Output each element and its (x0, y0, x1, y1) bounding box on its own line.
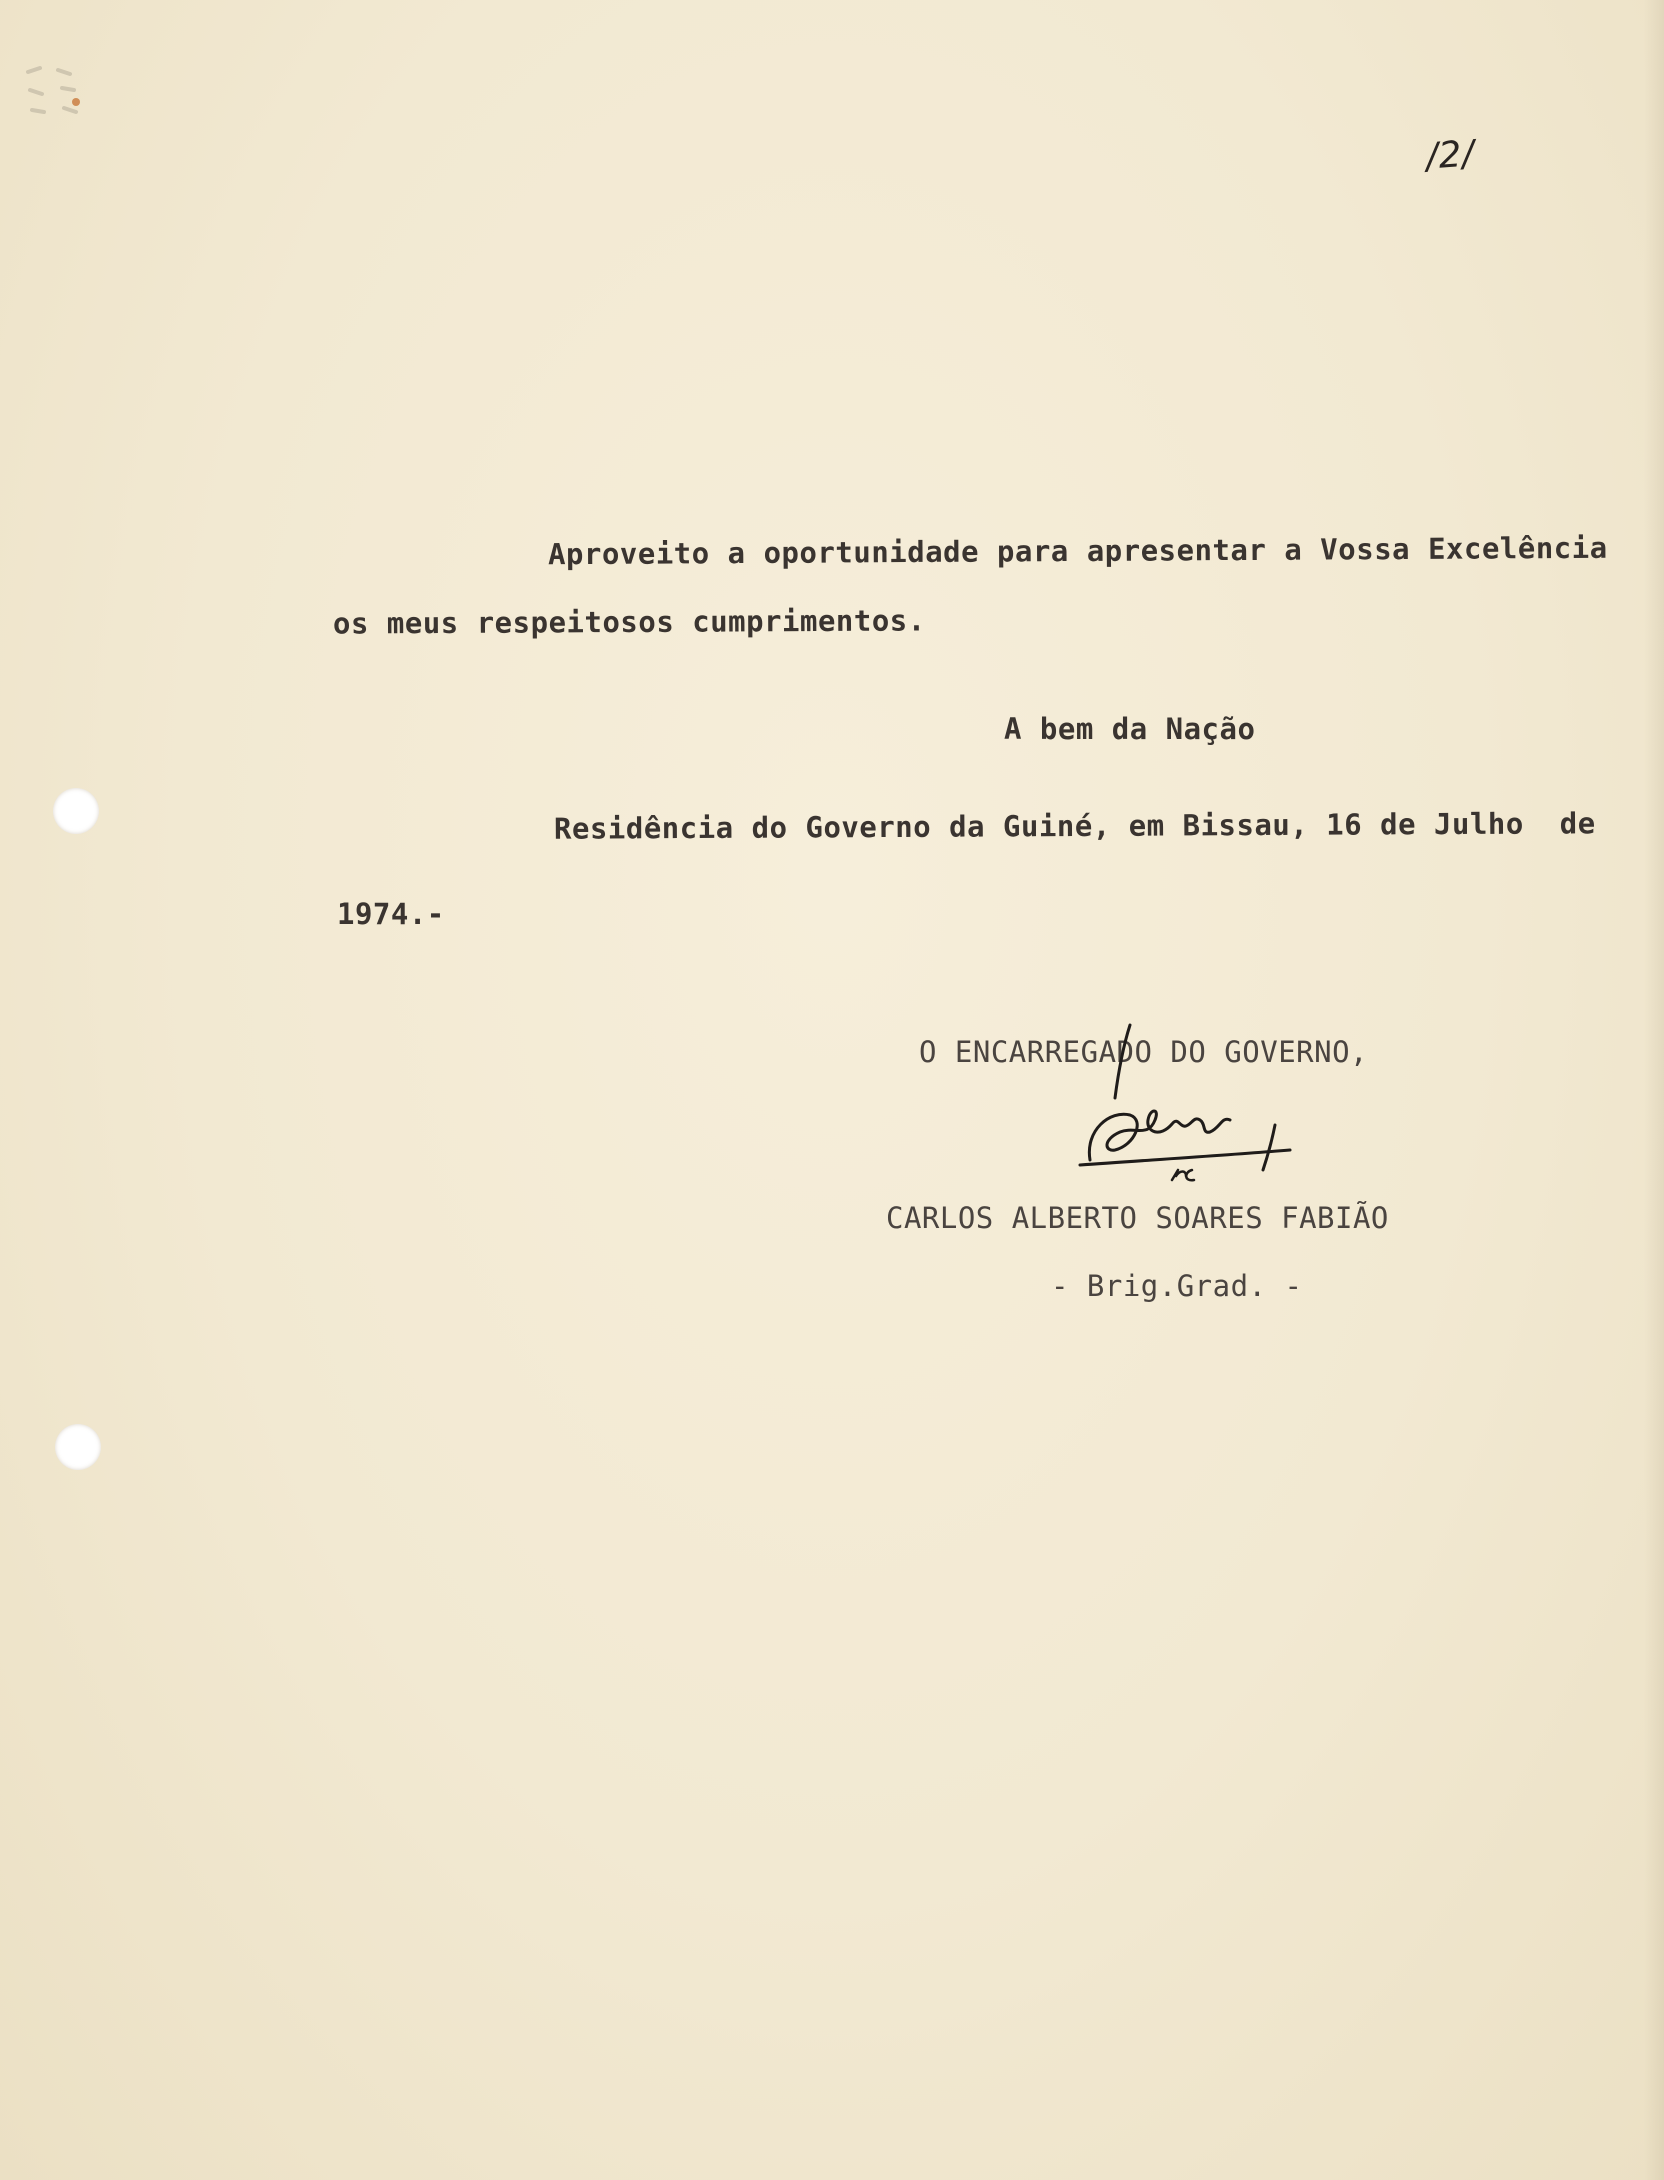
signatory-title: O ENCARREGADO DO GOVERNO, (919, 1035, 1368, 1069)
signatory-rank: - Brig.Grad. - (1051, 1269, 1303, 1303)
handwritten-signature (1060, 1020, 1320, 1200)
staple-mark-icon (18, 60, 88, 160)
salutation: A bem da Nação (1004, 712, 1256, 746)
punch-hole-bottom (55, 1424, 101, 1470)
signatory-name: CARLOS ALBERTO SOARES FABIÃO (886, 1201, 1389, 1235)
place-date-line-1: Residência do Governo da Guiné, em Bissau, 16 de Julho de (553, 806, 1596, 846)
place-date-line-2: 1974.- (337, 897, 445, 931)
page-edge-shadow (1644, 0, 1664, 2180)
page-number: /2/ (1424, 133, 1477, 178)
body-paragraph-line-2: os meus respeitosos cumprimentos. (332, 603, 926, 641)
body-paragraph-line-1: Aproveito a oportunidade para apresentar a Vossa Excelência (547, 530, 1608, 572)
punch-hole-top (53, 788, 99, 834)
